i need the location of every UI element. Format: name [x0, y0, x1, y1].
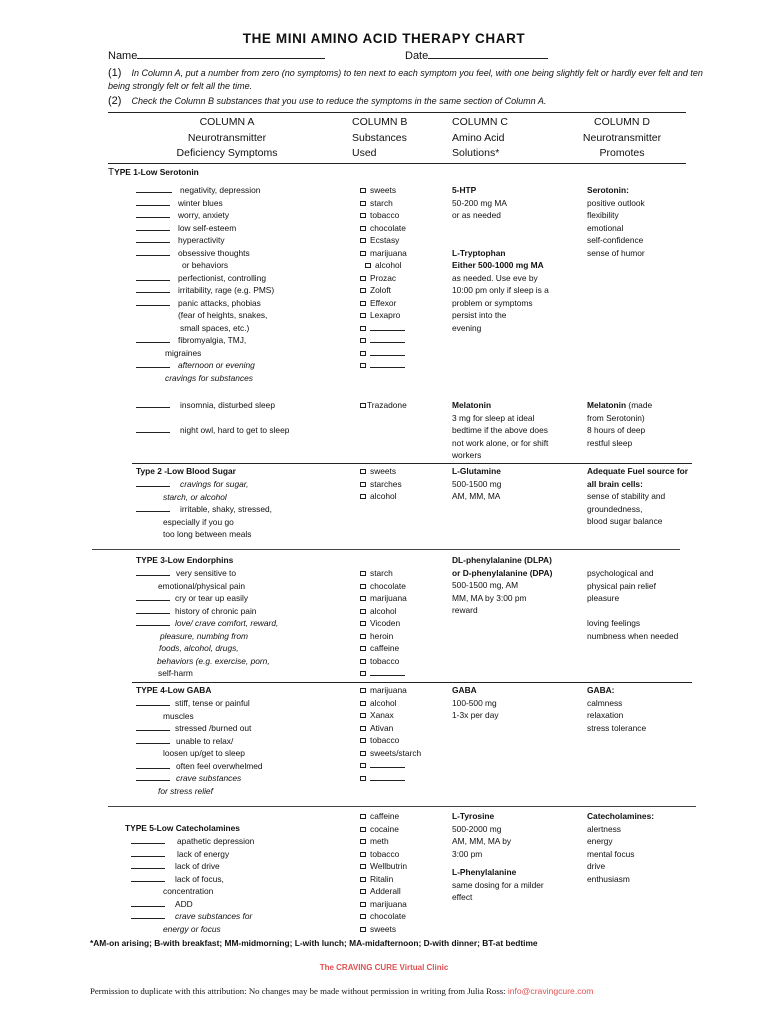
amino-name: L-Glutamine [452, 466, 501, 476]
substance-checkbox[interactable] [360, 234, 407, 247]
substance-label: sweets [370, 923, 397, 934]
type1-amino [452, 184, 549, 334]
substance-checkbox[interactable] [360, 478, 402, 491]
substance-checkbox[interactable] [360, 580, 407, 593]
column-b-subtitle-2: Used [352, 147, 377, 159]
symptom-row[interactable] [131, 860, 254, 873]
substance-checkbox[interactable] [360, 309, 407, 322]
substance-label: tobacco [370, 735, 400, 745]
symptom-label: history of chronic pain [175, 605, 257, 616]
symptom-label-cont: (fear of heights, snakes, [178, 310, 268, 320]
symptom-label-cont: muscles [163, 710, 194, 721]
promotes-item: alertness [587, 823, 621, 834]
symptom-row[interactable] [131, 835, 254, 848]
substance-checkbox[interactable] [360, 747, 421, 760]
symptom-label: unable to relax/ [176, 735, 234, 746]
amino-dose: AM, MM, MA by [452, 836, 512, 846]
symptom-label: lack of drive [175, 861, 220, 871]
symptom-row[interactable] [136, 272, 274, 285]
symptom-label-cont: small spaces, etc.) [180, 322, 250, 333]
page-title: THE MINI AMINO ACID THERAPY CHART [242, 31, 526, 46]
symptom-label: irritable, shaky, stressed, [180, 504, 273, 514]
type4-heading: TYPE 4-Low GABA [136, 685, 212, 695]
column-a-subtitle: Neurotransmitter [187, 131, 267, 144]
substance-checkbox[interactable] [360, 272, 407, 285]
substance-blank-checkbox[interactable] [360, 322, 407, 335]
promotes-item: drive [587, 861, 606, 871]
column-b-header [352, 115, 412, 162]
substance-checkbox[interactable] [360, 630, 407, 643]
symptom-label: obsessive thoughts [178, 247, 250, 258]
substance-checkbox[interactable] [360, 684, 421, 697]
substance-checkbox[interactable] [360, 697, 421, 710]
substance-checkbox[interactable] [360, 284, 407, 297]
symptom-label: fibromyalgia, TMJ, [178, 335, 247, 345]
promotes-item: physical pain relief [587, 580, 656, 591]
amino-dose: persist into the [452, 310, 507, 320]
substance-blank-checkbox[interactable] [360, 667, 407, 680]
symptom-row[interactable] [136, 297, 274, 310]
substance-label: starch [370, 568, 393, 578]
promotes-item: groundedness, [587, 503, 643, 514]
amino-dose: bedtime if the above does [452, 425, 548, 435]
column-a-title: COLUMN A [199, 116, 255, 128]
amino-dose: 500-1500 mg, AM [452, 580, 519, 590]
substance-checkbox[interactable] [360, 835, 407, 848]
type5-amino [452, 810, 544, 904]
amino-name: 5-HTP [452, 185, 477, 195]
amino-dose: workers [452, 450, 482, 460]
substance-checkbox[interactable] [360, 898, 407, 911]
symptom-label-cont: self-harm [158, 668, 193, 678]
substance-checkbox[interactable] [360, 465, 402, 478]
type1-heading-initial: T [108, 167, 115, 178]
promotes-title: Catecholamines: [587, 811, 655, 821]
substance-label: Lexapro [370, 310, 401, 320]
symptom-label: panic attacks, phobias [178, 297, 261, 308]
type3-symptoms [136, 567, 278, 680]
column-c-title: COLUMN C [452, 116, 509, 128]
symptom-row[interactable] [131, 898, 254, 911]
symptom-label: cravings for sugar, [180, 479, 249, 489]
symptom-row[interactable] [136, 234, 274, 247]
permission-notice [90, 986, 593, 996]
substance-checkbox[interactable] [360, 860, 407, 873]
type4-substances [360, 684, 421, 784]
symptom-label: worry, anxiety [178, 210, 230, 220]
instruction-1-number: (1) [108, 67, 122, 79]
substance-label: heroin [370, 630, 394, 641]
column-c-subtitle-2: Solutions* [452, 147, 500, 159]
amino-dose: or as needed [452, 210, 501, 220]
type2-rule [92, 549, 680, 550]
substance-checkbox[interactable] [360, 567, 407, 580]
substance-label: alcohol [370, 491, 397, 501]
symptom-label: crave substances [176, 773, 242, 783]
symptom-label: stressed /burned out [175, 723, 252, 733]
substance-checkbox[interactable] [360, 399, 407, 412]
type3-heading: TYPE 3-Low Endorphins [136, 555, 234, 565]
type1-promotes [587, 184, 645, 259]
type3-promotes [587, 567, 678, 642]
symptom-label: lack of energy [177, 848, 230, 859]
substance-label: Ritalin [370, 873, 394, 884]
substance-checkbox[interactable] [360, 655, 407, 668]
type5-substances [360, 810, 407, 935]
symptom-row[interactable] [136, 478, 272, 491]
amino-dose: Either 500-1000 mg MA [452, 260, 544, 270]
symptom-row[interactable] [136, 503, 272, 516]
column-a-header [152, 115, 302, 162]
symptom-label: night owl, hard to get to sleep [180, 425, 290, 435]
amino-name: or D-phenylalanine (DPA) [452, 567, 553, 578]
substance-label: meth [370, 836, 389, 846]
promotes-item: emotional [587, 222, 624, 233]
promotes-item: numbness when needed [587, 630, 679, 641]
symptom-row[interactable] [136, 334, 274, 347]
amino-dose: same dosing for a milder [452, 879, 544, 890]
substance-blank-checkbox[interactable] [360, 359, 407, 372]
column-d-header [567, 115, 677, 162]
type2-symptoms [136, 478, 272, 541]
symptom-label: stiff, tense or painful [175, 698, 250, 708]
symptom-label: often feel overwhelmed [176, 760, 263, 771]
type2-substances [360, 465, 402, 503]
symptom-row[interactable] [136, 697, 263, 710]
substance-checkbox[interactable] [360, 810, 407, 823]
type3-amino [452, 554, 552, 617]
promotes-item: pleasure [587, 593, 620, 603]
substance-label: cocaine [370, 823, 399, 834]
substance-label: Ecstasy [370, 235, 400, 245]
symptom-row[interactable] [136, 617, 278, 630]
clinic-name: The CRAVING CURE Virtual Clinic [319, 963, 449, 972]
substance-checkbox[interactable] [360, 873, 407, 886]
substance-label: sweets [370, 185, 397, 195]
substance-label: alcohol [370, 697, 397, 708]
symptom-label: very sensitive to [176, 568, 237, 578]
substance-checkbox[interactable] [360, 823, 407, 836]
substance-checkbox[interactable] [360, 722, 421, 735]
type1-sleep-symptoms [136, 399, 289, 437]
permission-text: Permission to duplicate with this attribution: No changes may be made without permission in writing from Julia Ross: [90, 986, 508, 996]
promotes-item: from Serotonin) [587, 412, 645, 423]
date-label: Date [405, 50, 429, 62]
substance-label: Effexor [370, 297, 397, 308]
amino-dose: 3:00 pm [452, 848, 483, 859]
type4-promotes [587, 684, 646, 734]
instruction-2-number: (2) [108, 95, 122, 107]
symptom-row[interactable] [136, 424, 289, 437]
symptom-row[interactable] [136, 197, 274, 210]
symptom-label-cont: energy or focus [163, 923, 221, 934]
symptom-label-cont: migraines [165, 347, 202, 358]
promotes-item: restful sleep [587, 437, 633, 448]
type2-heading: Type 2 -Low Blood Sugar [136, 466, 236, 476]
type1-rule [132, 463, 692, 464]
symptom-label: winter blues [178, 197, 223, 208]
promotes-title-note: (made [626, 400, 653, 410]
symptom-row[interactable] [136, 222, 274, 235]
amino-dose: 10:00 pm only if sleep is a [452, 285, 549, 295]
symptom-label-cont: too long between meals [163, 529, 252, 539]
substance-label: Xanax [370, 710, 394, 720]
promotes-item: loving feelings [587, 618, 641, 628]
substance-checkbox[interactable] [360, 259, 407, 272]
substance-checkbox[interactable] [360, 642, 407, 655]
substance-label: Vicoden [370, 618, 401, 628]
substance-label: Ativan [370, 722, 394, 733]
column-c-subtitle: Amino Acid [452, 131, 505, 144]
dosing-legend: *AM-on arising; B-with breakfast; MM-midmorning; L-with lunch; MA-midafternoon; D-with dinner; BT-at bedtime [90, 938, 538, 948]
amino-name: L-Tryptophan [452, 247, 506, 258]
symptom-row[interactable] [136, 567, 278, 580]
substance-checkbox[interactable] [360, 297, 407, 310]
substance-label: chocolate [370, 222, 406, 233]
type1-heading-text: YPE 1-Low Serotonin [114, 167, 199, 177]
type3-substances [360, 567, 407, 680]
substance-checkbox[interactable] [360, 885, 407, 898]
amino-dose: 100-500 mg [452, 697, 497, 708]
type4-symptoms [136, 697, 263, 797]
substance-label: tobacco [370, 210, 400, 220]
promotes-item: sense of humor [587, 247, 645, 258]
amino-name: DL-phenylalanine (DLPA) [452, 555, 552, 565]
substance-checkbox[interactable] [360, 222, 407, 235]
substance-label: sweets/starch [370, 747, 422, 758]
substance-label: marijuana [370, 898, 407, 909]
amino-dose: 500-1500 mg [452, 478, 502, 489]
instruction-2 [108, 95, 708, 108]
symptom-row[interactable] [136, 184, 274, 197]
amino-dose: problem or symptoms [452, 297, 533, 308]
promotes-item: sense of stability and [587, 491, 666, 501]
symptom-label-cont: emotional/physical pain [158, 580, 246, 591]
substance-label: chocolate [370, 580, 406, 591]
substance-label: chocolate [370, 911, 406, 921]
substance-label: alcohol [375, 260, 402, 270]
substance-checkbox[interactable] [360, 734, 421, 747]
substance-checkbox[interactable] [360, 184, 407, 197]
substance-label: alcohol [370, 605, 397, 616]
column-header-rule [108, 163, 686, 164]
promotes-item: blood sugar balance [587, 516, 663, 526]
substance-label: tobacco [370, 655, 400, 666]
symptom-row[interactable] [131, 910, 254, 923]
substance-blank-checkbox[interactable] [360, 772, 421, 785]
substance-label: caffeine [370, 811, 400, 821]
symptom-label: love/ crave comfort, reward, [175, 618, 279, 628]
column-a-subtitle-2: Deficiency Symptoms [176, 147, 278, 159]
substance-blank-checkbox[interactable] [360, 759, 421, 772]
substance-label: starches [370, 478, 402, 489]
type4-amino [452, 684, 499, 722]
substance-blank-checkbox[interactable] [360, 334, 407, 347]
symptom-label: lack of focus, [175, 873, 224, 884]
type4-rule [108, 806, 696, 807]
type5-symptoms [131, 835, 254, 935]
promotes-item: psychological and [587, 568, 654, 578]
amino-name: Melatonin [452, 400, 492, 410]
symptom-row[interactable] [136, 247, 274, 260]
promotes-title: Melatonin [587, 400, 627, 410]
substance-checkbox[interactable] [360, 605, 407, 618]
symptom-label: low self-esteem [178, 222, 237, 233]
symptom-label: irritability, rage (e.g. PMS) [178, 285, 275, 295]
symptom-label-cont: starch, or alcohol [163, 491, 227, 502]
column-d-title: COLUMN D [593, 116, 650, 128]
amino-dose: effect [452, 892, 473, 902]
symptom-row[interactable] [131, 848, 254, 861]
symptom-label: insomnia, disturbed sleep [180, 400, 275, 410]
substance-label: Wellbutrin [370, 861, 408, 871]
amino-name: GABA [452, 685, 477, 695]
symptom-label-cont: foods, alcohol, drugs, [159, 643, 239, 653]
symptom-row[interactable] [136, 735, 263, 748]
promotes-title: Adequate Fuel source for [587, 466, 688, 476]
promotes-item: 8 hours of deep [587, 425, 646, 435]
substance-label: marijuana [370, 247, 407, 258]
symptom-label: cry or tear up easily [175, 593, 249, 603]
symptom-label: afternoon or evening [178, 360, 255, 370]
column-d-subtitle-2: Promotes [599, 147, 645, 159]
symptom-label: hyperactivity [178, 235, 225, 245]
amino-name: L-Tyrosine [452, 811, 495, 821]
substance-checkbox[interactable] [360, 209, 407, 222]
symptom-label: crave substances for [175, 911, 253, 921]
symptom-label-cont: especially if you go [163, 516, 234, 527]
type1-sleep-promotes [587, 399, 652, 449]
type2-promotes [587, 465, 688, 528]
instruction-2-text: Check the Column B substances that you use to reduce the symptoms in the same section of Column A. [131, 96, 547, 106]
substance-label: Prozac [370, 272, 397, 283]
symptom-label-cont: behaviors (e.g. exercise, porn, [157, 655, 270, 666]
substance-checkbox[interactable] [360, 910, 407, 923]
date-field[interactable] [405, 50, 548, 62]
amino-dose: not work alone, or for shift [452, 437, 549, 448]
symptom-label-cont: concentration [163, 886, 214, 896]
symptom-label-cont: for stress relief [158, 785, 213, 796]
instruction-1-text: In Column A, put a number from zero (no symptoms) to ten next to each symptom you feel, with one being slightly felt or hardly ever felt and ten being strongly felt or felt all the time. [108, 68, 703, 91]
promotes-item: flexibility [587, 210, 619, 220]
column-d-subtitle: Neurotransmitter [582, 131, 662, 144]
substance-checkbox[interactable] [360, 247, 407, 260]
column-b-title: COLUMN B [352, 116, 408, 128]
name-label: Name [108, 50, 138, 62]
substance-label: Adderall [370, 886, 401, 896]
amino-dose: MM, MA by 3:00 pm [452, 592, 527, 603]
promotes-item: energy [587, 836, 613, 846]
type1-heading [108, 167, 199, 178]
promotes-title: GABA: [587, 685, 615, 695]
symptom-label-cont: loosen up/get to sleep [163, 748, 245, 758]
promotes-title: Serotonin: [587, 185, 629, 195]
instruction-1 [108, 67, 708, 93]
substance-label: tobacco [370, 848, 400, 859]
substance-label: Trazadone [367, 400, 407, 410]
amino-dose: 500-2000 mg [452, 823, 502, 834]
substance-checkbox[interactable] [360, 490, 402, 503]
promotes-item: calmness [587, 697, 623, 708]
promotes-title: all brain cells: [587, 478, 643, 489]
symptom-row[interactable] [136, 772, 263, 785]
symptom-label-cont: cravings for substances [165, 372, 253, 383]
symptom-row[interactable] [131, 873, 254, 886]
substance-label: caffeine [370, 643, 400, 653]
promotes-item: positive outlook [587, 197, 645, 208]
substance-checkbox[interactable] [360, 592, 407, 605]
header-rule [108, 112, 686, 113]
amino-dose: reward [452, 605, 478, 615]
symptom-row[interactable] [136, 722, 263, 735]
email-link[interactable]: info@cravingcure.com [507, 986, 594, 996]
symptom-row[interactable] [136, 399, 289, 412]
amino-dose: as needed. Use eve by [452, 272, 538, 283]
type2-amino [452, 465, 501, 503]
name-field[interactable] [108, 50, 325, 62]
type1-symptoms [136, 184, 274, 384]
symptom-label: apathetic depression [177, 836, 255, 846]
substance-checkbox[interactable] [360, 923, 407, 936]
symptom-row[interactable] [136, 359, 274, 372]
promotes-item: self-confidence [587, 235, 644, 245]
symptom-row[interactable] [136, 284, 274, 297]
substance-label: marijuana [370, 685, 407, 695]
promotes-item: enthusiasm [587, 873, 630, 884]
symptom-label: ADD [175, 898, 193, 909]
amino-dose: 50-200 mg MA [452, 197, 507, 208]
amino-dose: 1-3x per day [452, 710, 499, 720]
type5-promotes [587, 810, 654, 885]
symptom-label: negativity, depression [180, 185, 261, 195]
type5-heading: TYPE 5-Low Catecholamines [125, 823, 240, 833]
symptom-row[interactable] [136, 592, 278, 605]
symptom-label-cont: or behaviors [182, 260, 229, 270]
symptom-row[interactable] [136, 760, 263, 773]
amino-dose: 3 mg for sleep at ideal [452, 412, 535, 423]
substance-checkbox[interactable] [360, 848, 407, 861]
column-b-subtitle: Substances [352, 131, 407, 144]
promotes-item: relaxation [587, 710, 624, 720]
type1-substances [360, 184, 407, 372]
substance-checkbox[interactable] [360, 617, 407, 630]
amino-dose: AM, MM, MA [452, 491, 501, 501]
type3-rule [132, 682, 692, 683]
type1-sleep-amino [452, 399, 548, 462]
substance-label: starch [370, 197, 393, 208]
substance-blank-checkbox[interactable] [360, 347, 407, 360]
column-c-header [452, 115, 532, 162]
substance-label: marijuana [370, 593, 407, 603]
symptom-row[interactable] [136, 605, 278, 618]
amino-name: L-Phenylalanine [452, 867, 517, 877]
symptom-label-cont: pleasure, numbing from [160, 630, 248, 641]
substance-label: Zoloft [370, 285, 391, 295]
substance-label: sweets [370, 466, 397, 476]
promotes-item: mental focus [587, 848, 635, 859]
symptom-label: perfectionist, controlling [178, 272, 266, 283]
substance-checkbox[interactable] [360, 709, 421, 722]
substance-checkbox[interactable] [360, 197, 407, 210]
amino-dose: evening [452, 322, 482, 333]
symptom-row[interactable] [136, 209, 274, 222]
promotes-item: stress tolerance [587, 722, 647, 733]
